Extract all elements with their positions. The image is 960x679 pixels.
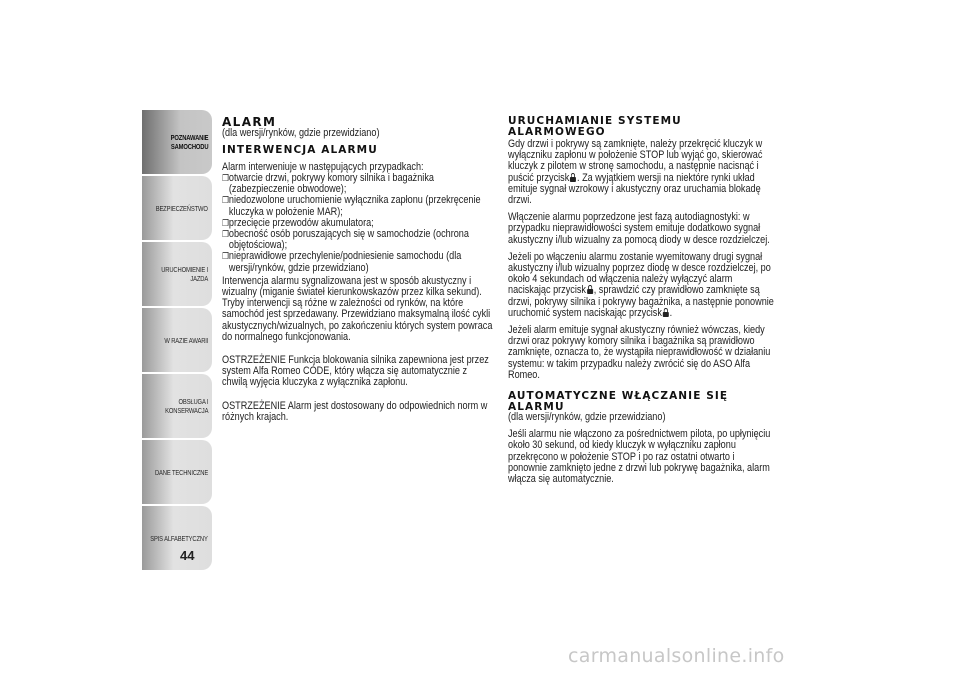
list-item bbox=[222, 251, 493, 273]
checkbox-square-icon: ❐ bbox=[222, 228, 229, 239]
tab-label: W RAZIE AWARII bbox=[164, 335, 208, 345]
tab-label: URUCHOMIENIE I JAZDA bbox=[161, 265, 208, 283]
tab-obsluga-i-konserwacja[interactable] bbox=[142, 374, 212, 438]
intro-text: Alarm interweniuje w następujących przypadkach: bbox=[222, 160, 424, 173]
tab-dane-techniczne[interactable] bbox=[142, 440, 212, 504]
left-column bbox=[222, 116, 494, 423]
warning-paragraph: OSTRZEŻENIE Alarm jest dostosowany do odpowiednich norm w różnych krajach. bbox=[222, 399, 488, 423]
section-subtitle: (dla wersji/rynków, gdzie przewidziano) bbox=[508, 411, 666, 424]
tab-poznawanie-samochodu[interactable] bbox=[142, 110, 212, 174]
list-item bbox=[222, 173, 493, 195]
section-subtitle: (dla wersji/rynków, gdzie przewidziano) bbox=[222, 127, 380, 139]
paragraph: Jeśli alarmu nie włączono za pośrednictwem pilota, po upłynięciu około 30 sekund, od kiedy kluczyk w wyłączniku zapłonu przekręcono w położenie STOP i po raz ostatni otwarto i ponownie zamknięto jedne z drzwi lub pokrywę bagażnika, alarm włącza się automatycznie. bbox=[508, 428, 771, 486]
list-item bbox=[222, 195, 493, 217]
watermark: carmanualsonline.info bbox=[568, 645, 785, 667]
paragraph bbox=[508, 139, 775, 206]
paragraph-text: Gdy drzwi i pokrywy są zamknięte, należy przekręcić kluczyk w wyłączniku zapłonu w położenie STOP lub wyjąć go, skierować kluczyk z pilotem w stronę samochodu, a następnie nacisnąć i puścić przycisk bbox=[508, 138, 763, 184]
tab-uruchomienie-i-jazda[interactable] bbox=[142, 242, 212, 306]
tab-bezpieczenstwo[interactable] bbox=[142, 176, 212, 240]
checkbox-square-icon: ❐ bbox=[222, 251, 229, 262]
list-item-text: przecięcie przewodów akumulatora; bbox=[228, 216, 374, 229]
chapter-sidebar bbox=[142, 110, 212, 550]
section-title-automatyczne: AUTOMATYCZNE WŁĄCZANIE SIĘ ALARMU bbox=[508, 390, 729, 413]
paragraph-text: . Za wyjątkiem wersji na niektóre rynki układ emituje sygnał wzrokowy i akustyczny oraz uruchamia blokadę drzwi. bbox=[508, 171, 761, 207]
tab-w-razie-awarii[interactable] bbox=[142, 308, 212, 372]
checkbox-square-icon: ❐ bbox=[222, 195, 229, 206]
lock-icon bbox=[663, 308, 669, 317]
checkbox-square-icon: ❐ bbox=[222, 172, 229, 183]
paragraph-text: . bbox=[669, 306, 673, 319]
right-column bbox=[508, 116, 776, 485]
tab-label: SPIS ALFABETYCZNY bbox=[150, 533, 208, 543]
tab-label: POZNAWANIE SAMOCHODU bbox=[170, 133, 208, 151]
tab-label: BEZPIECZEŃSTWO bbox=[155, 203, 208, 213]
warning-paragraph: OSTRZEŻENIE Funkcja blokowania silnika zapewniona jest przez system Alfa Romeo CODE, który włącza się automatycznie z chwilą wyjęcia kluczyka z wyłącznika zapłonu. bbox=[222, 353, 489, 389]
list-item-text: obecność osób poruszających się w samochodzie (ochrona objętościowa); bbox=[228, 227, 469, 252]
section-title-alarm: ALARM bbox=[222, 115, 277, 129]
tab-label: OBSŁUGA I KONSERWACJA bbox=[164, 397, 208, 415]
list-item-text: otwarcie drzwi, pokrywy komory silnika i bagażnika (zabezpieczenie obwodowe); bbox=[228, 171, 434, 196]
paragraph: Włączenie alarmu poprzedzone jest fazą autodiagnostyki: w przypadku nieprawidłowości system emituje dodatkowo sygnał akustyczny i/lub wizualny za pomocą diody w desce rozdzielczej. bbox=[508, 211, 770, 246]
lock-icon bbox=[587, 285, 593, 294]
paragraph: Jeżeli alarm emituje sygnał akustyczny również wówczas, kiedy drzwi oraz pokrywy komory silnika i bagażnika są prawidłowo zamknięte, oznacza to, że wystąpiła nieprawidłowość w działaniu systemu: w takim przypadku należy zwrócić się do ASO Alfa Romeo. bbox=[508, 324, 771, 381]
paragraph bbox=[508, 252, 775, 319]
paragraph-text: , sprawdzić czy prawidłowo zamknięte są drzwi, pokrywy silnika i pokrywy bagażnika, a następnie ponownie uruchomić system naciskając przycisk bbox=[508, 284, 774, 319]
section-title-uruchamianie: URUCHAMIANIE SYSTEMU ALARMOWEGO bbox=[508, 115, 682, 138]
list-item-text: nieprawidłowe przechylenie/podniesienie samochodu (dla wersji/rynków, gdzie przewidziano) bbox=[228, 250, 462, 274]
tab-label: DANE TECHNICZNE bbox=[154, 467, 208, 477]
page-number: 44 bbox=[180, 548, 195, 563]
list-item bbox=[222, 229, 493, 251]
paragraph: Interwencja alarmu sygnalizowana jest w sposób akustyczny i wizualny (miganie świateł kierunkowskazów przez kilka sekund). Tryby interwencji są różne w zależności od rynków, na które samochód jest sprzedawany. Przewidziano maksymalną ilość cykli akustycznych/wizualnych, po zakończeniu których system powraca do normalnego funkcjonowania. bbox=[222, 274, 493, 343]
subsection-title-interwencja: INTERWENCJA ALARMU bbox=[222, 144, 378, 157]
paragraph-text: Jeżeli po włączeniu alarmu zostanie wyemitowany drugi sygnał akustyczny i/lub wizualny poprzez diodę w desce rozdzielczej, po około 4 sekundach od włączenia należy wyłączyć alarm naciskając przycisk bbox=[508, 250, 771, 297]
lock-icon bbox=[570, 173, 576, 182]
list-item-text: niedozwolone uruchomienie wyłącznika zapłonu (przekręcenie kluczyka w położenie MAR); bbox=[228, 194, 481, 218]
checkbox-square-icon: ❐ bbox=[222, 217, 229, 228]
